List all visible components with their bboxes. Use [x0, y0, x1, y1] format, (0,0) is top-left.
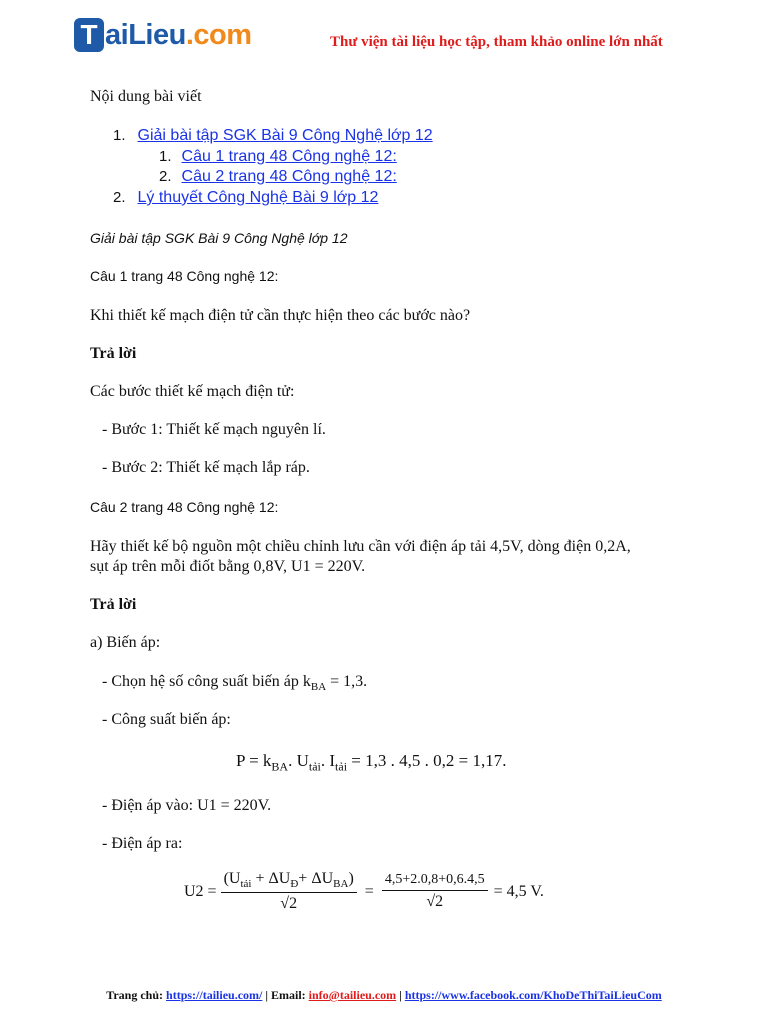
fraction-1	[221, 870, 357, 913]
section-title: Giải bài tập SGK Bài 9 Công Nghệ lớp 12	[90, 230, 348, 246]
footer-email-link[interactable]: info@tailieu.com	[308, 988, 397, 1002]
formula-text: . U	[288, 751, 309, 770]
footer-facebook-link[interactable]: https://www.facebook.com/KhoDeThiTaiLieuCom	[404, 988, 662, 1002]
answer-1-line-2: - Bước 1: Thiết kế mạch nguyên lí.	[102, 421, 326, 438]
formula-sub: tải	[308, 759, 321, 774]
toc-item-number: 2.	[159, 168, 172, 185]
fraction-2-denominator: √2	[426, 893, 444, 911]
num-sub: Đ	[290, 878, 299, 891]
toc-link[interactable]: Câu 1 trang 48 Công nghệ 12:	[181, 148, 397, 165]
formula-voltage	[184, 870, 544, 913]
formula-text: P = k	[236, 751, 272, 770]
part-a-line-2: - Công suất biến áp:	[102, 711, 231, 728]
question-2-title: Câu 2 trang 48 Công nghệ 12:	[90, 499, 279, 515]
toc-item-2[interactable]	[113, 189, 378, 207]
formula-text: . I	[320, 751, 336, 770]
fraction-2-numerator: 4,5+2.0,8+0,6.4,5	[382, 872, 488, 891]
part-a-line-3: - Điện áp vào: U1 = 220V.	[102, 797, 272, 814]
footer-home-link[interactable]: https://tailieu.com/	[166, 988, 263, 1002]
logo-part1: ai	[105, 18, 129, 51]
formula-lhs: U2 =	[184, 882, 217, 900]
site-logo[interactable]	[74, 14, 252, 56]
logo-letter: T	[74, 18, 104, 52]
toc-item-1[interactable]	[113, 127, 433, 145]
answer-1-line-1: Các bước thiết kế mạch điện tử:	[90, 383, 295, 400]
num-part: (U	[223, 870, 241, 887]
page-footer	[0, 988, 768, 1003]
footer-home-label: Trang chủ:	[106, 988, 167, 1002]
part-a-heading: a) Biến áp:	[90, 634, 161, 651]
question-2-text-1: Hãy thiết kế bộ nguồn một chiều chỉnh lưu cần với điện áp tải 4,5V, dòng điện 0,2A,	[90, 538, 631, 555]
toc-item-number: 2.	[113, 189, 126, 206]
question-1-text: Khi thiết kế mạch điện tử cần thực hiện theo các bước nào?	[90, 307, 471, 324]
num-part: )	[348, 870, 354, 887]
num-part: + ΔU	[251, 870, 291, 887]
fraction-1-denominator: √2	[280, 895, 298, 913]
formula-sub: tải	[335, 759, 348, 774]
toc-link[interactable]: Lý thuyết Công Nghệ Bài 9 lớp 12	[137, 189, 379, 206]
part-a-line-1	[102, 673, 367, 693]
footer-separator: |	[396, 988, 405, 1002]
formula-power	[236, 751, 506, 774]
footer-email-label: | Email:	[262, 988, 309, 1002]
answer-1-line-3: - Bước 2: Thiết kế mạch lắp ráp.	[102, 459, 310, 476]
num-sub: tải	[240, 878, 252, 891]
question-2-text-2: sụt áp trên mỗi điốt bằng 0,8V, U1 = 220V.	[90, 558, 366, 575]
fraction-1-numerator	[221, 870, 357, 893]
answer-label: Trả lời	[90, 345, 137, 362]
answer-label-2: Trả lời	[90, 596, 137, 613]
part-a-line-1-text: - Chọn hệ số công suất biến áp k	[102, 673, 311, 690]
toc-link[interactable]: Giải bài tập SGK Bài 9 Công Nghệ lớp 12	[137, 127, 433, 144]
logo-part2: Lieu	[128, 18, 186, 51]
site-tagline: Thư viện tài liệu học tập, tham khảo online lớn nhất	[330, 34, 663, 50]
part-a-line-1-value: = 1,3.	[326, 673, 368, 690]
fraction-2	[382, 872, 488, 911]
toc-item-number: 1.	[113, 127, 126, 144]
logo-part3: .com	[185, 18, 252, 51]
toc-item-1-2[interactable]	[159, 168, 397, 186]
num-part: + ΔU	[298, 870, 334, 887]
num-sub: BA	[333, 878, 349, 891]
toc-item-1-1[interactable]	[159, 148, 397, 166]
formula-result: = 4,5 V.	[493, 882, 544, 900]
formula-text: = 1,3 . 4,5 . 0,2 = 1,17.	[347, 751, 507, 770]
subscript-ba: BA	[310, 681, 327, 694]
formula-equals: =	[364, 882, 374, 900]
toc-heading: Nội dung bài viết	[90, 88, 202, 105]
part-a-line-4: - Điện áp ra:	[102, 835, 183, 852]
logo-text	[105, 19, 252, 52]
toc-item-number: 1.	[159, 148, 172, 165]
question-1-title: Câu 1 trang 48 Công nghệ 12:	[90, 268, 279, 284]
toc-link[interactable]: Câu 2 trang 48 Công nghệ 12:	[181, 168, 397, 185]
formula-sub: BA	[271, 759, 289, 774]
